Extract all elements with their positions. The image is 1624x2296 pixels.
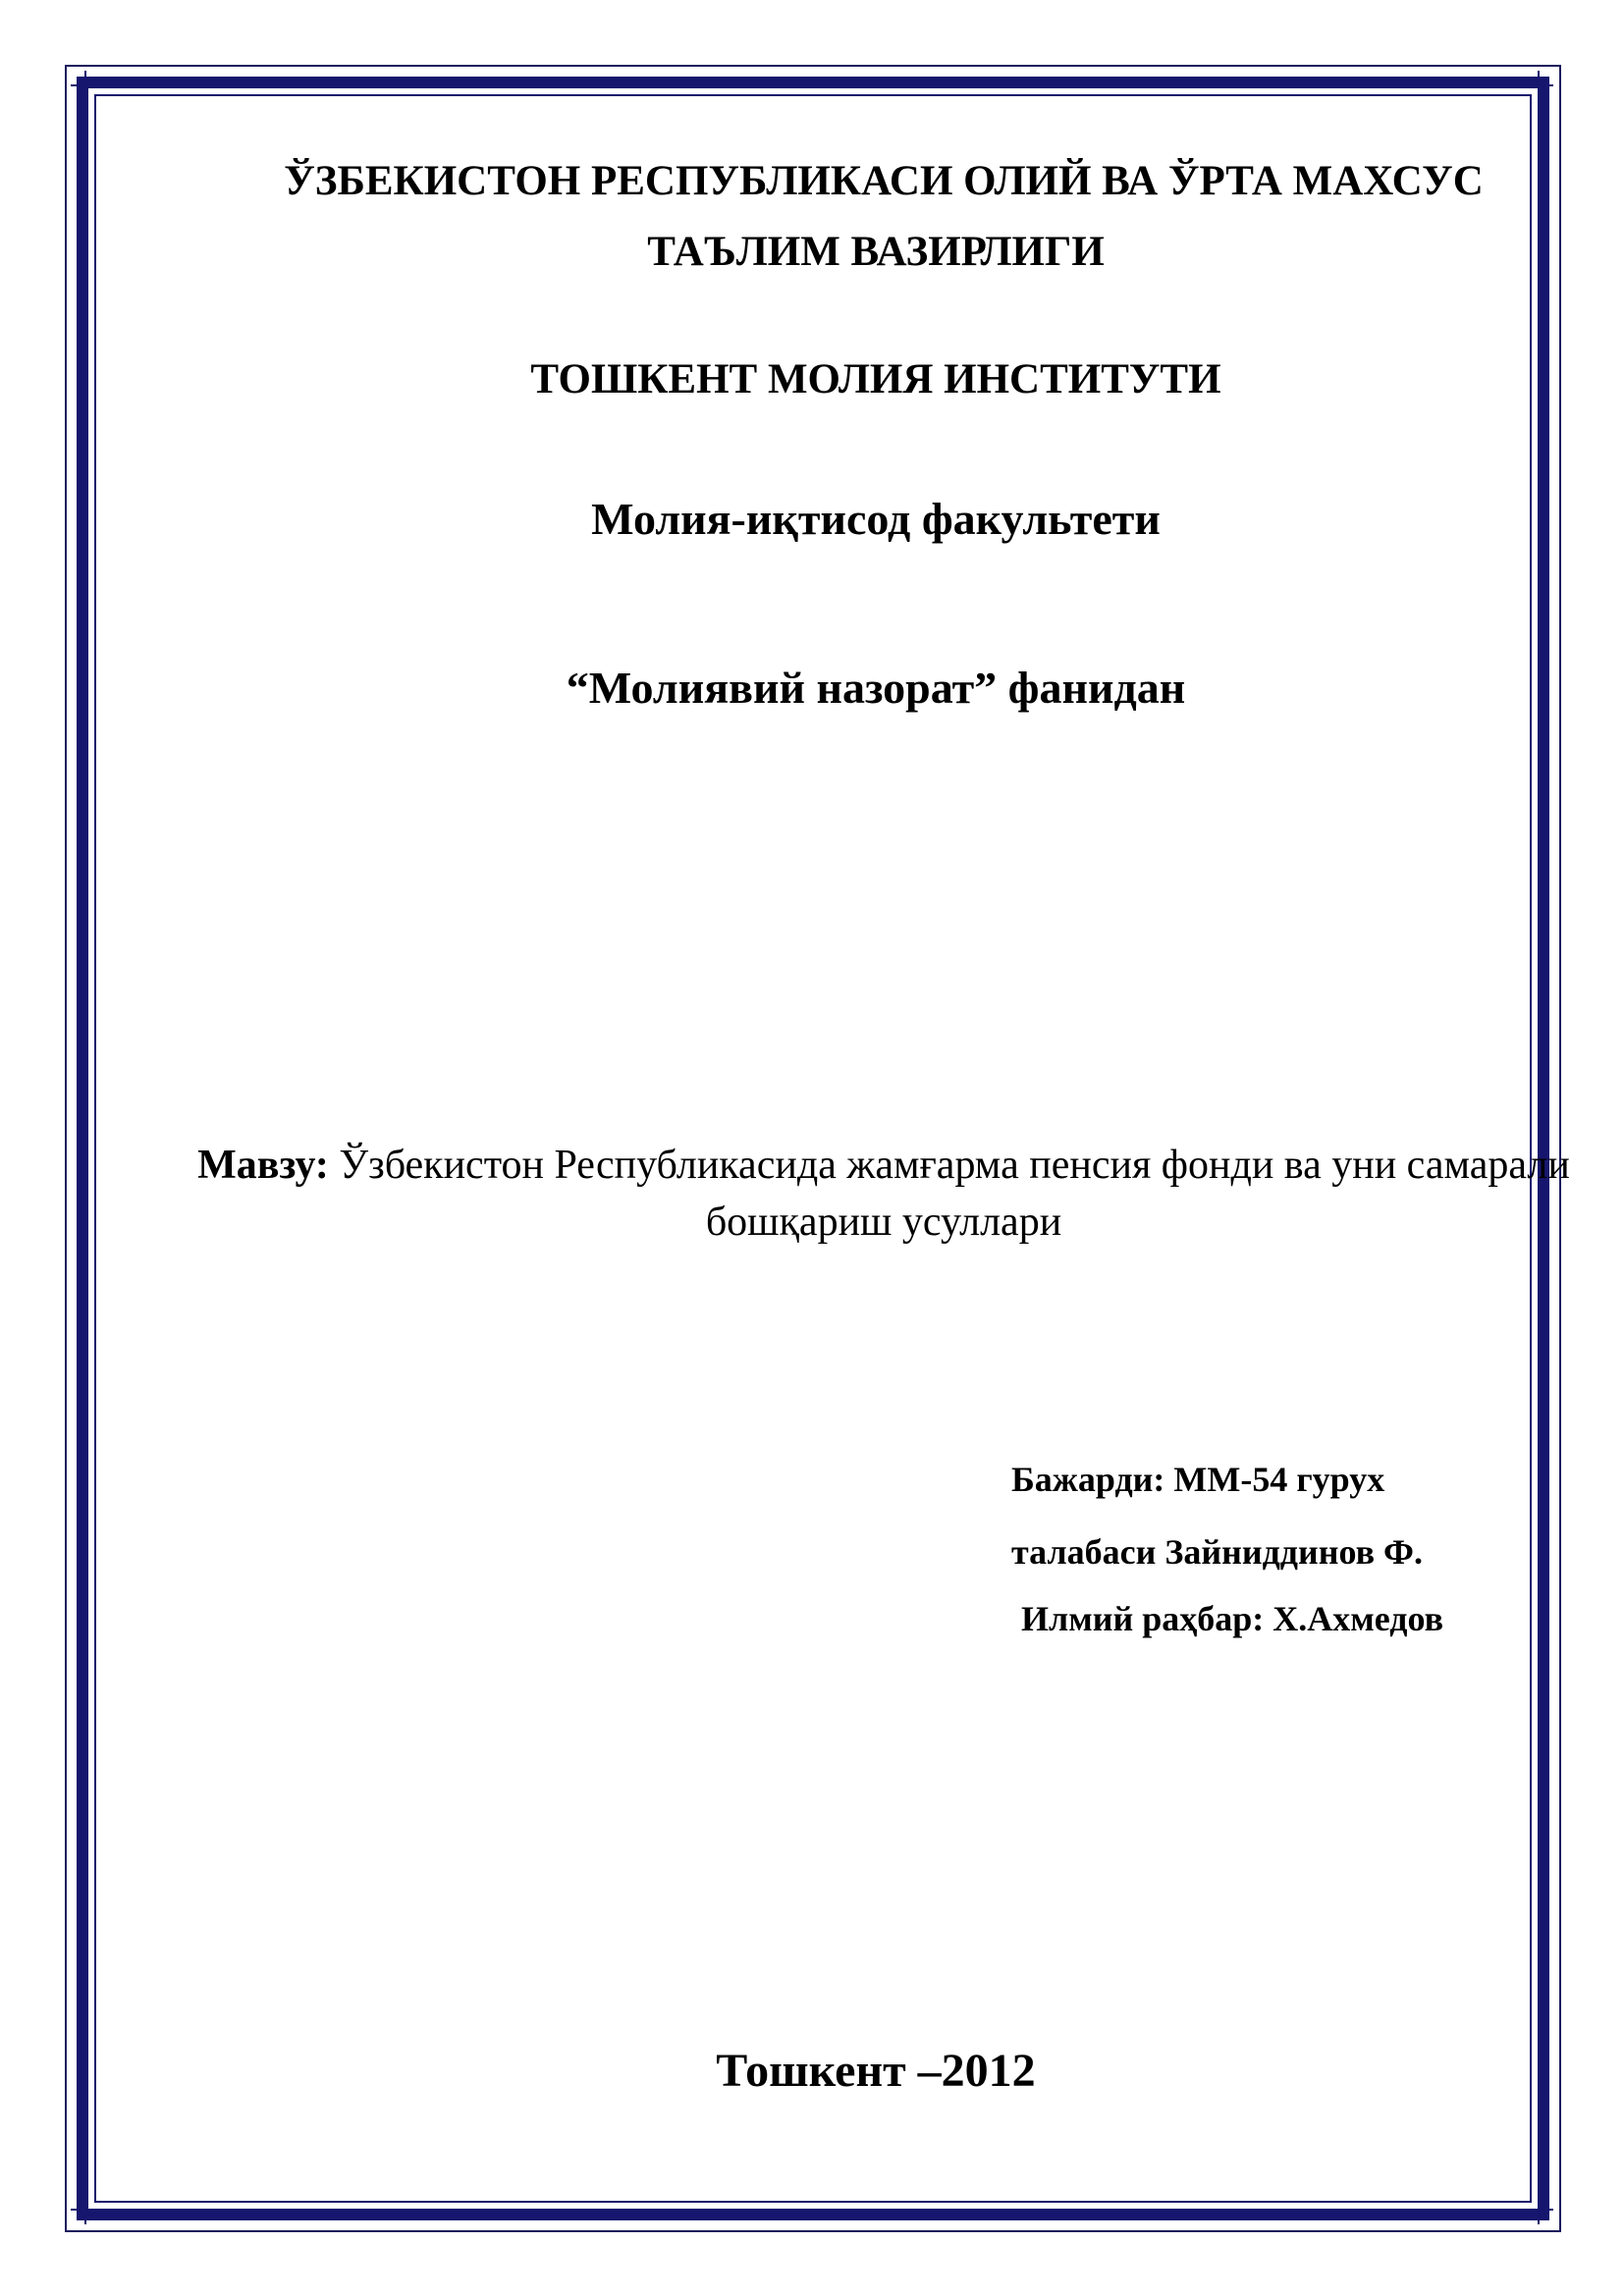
wordart-title <box>196 785 1473 1080</box>
ministry-line-1: ЎЗБЕКИСТОН РЕСПУБЛИКАСИ ОЛИЙ ВА ЎРТА МАХСУС <box>284 158 1484 204</box>
corner-ornament-top-left <box>71 71 100 100</box>
author-group: Бажарди: ММ-54 гурух <box>1011 1460 1385 1499</box>
topic-label: Мавзу: <box>197 1143 329 1188</box>
institute-name: ТОШКЕНТ МОЛИЯ ИНСТИТУТИ <box>530 356 1221 402</box>
subject-name: “Молиявий назорат” фанидан <box>566 663 1186 713</box>
city-year: Тошкент –2012 <box>716 2045 1036 2097</box>
author-student: талабаси Зайниддинов Ф. <box>1011 1532 1423 1572</box>
corner-ornament-bottom-left <box>71 2195 100 2224</box>
topic-block <box>196 1137 1571 1251</box>
ministry-line-2: ТАЪЛИМ ВАЗИРЛИГИ <box>647 229 1105 275</box>
topic-text: Ўзбекистон Республикасида жамғарма пенсия фонди ва уни самарали бошқариш усуллари <box>328 1143 1570 1245</box>
faculty-name: Молия-иқтисод факультети <box>591 494 1161 544</box>
corner-ornament-bottom-right <box>1524 2195 1553 2224</box>
corner-ornament-top-right <box>1524 71 1553 100</box>
author-supervisor: Илмий раҳбар: Х.Ахмедов <box>1021 1599 1444 1638</box>
